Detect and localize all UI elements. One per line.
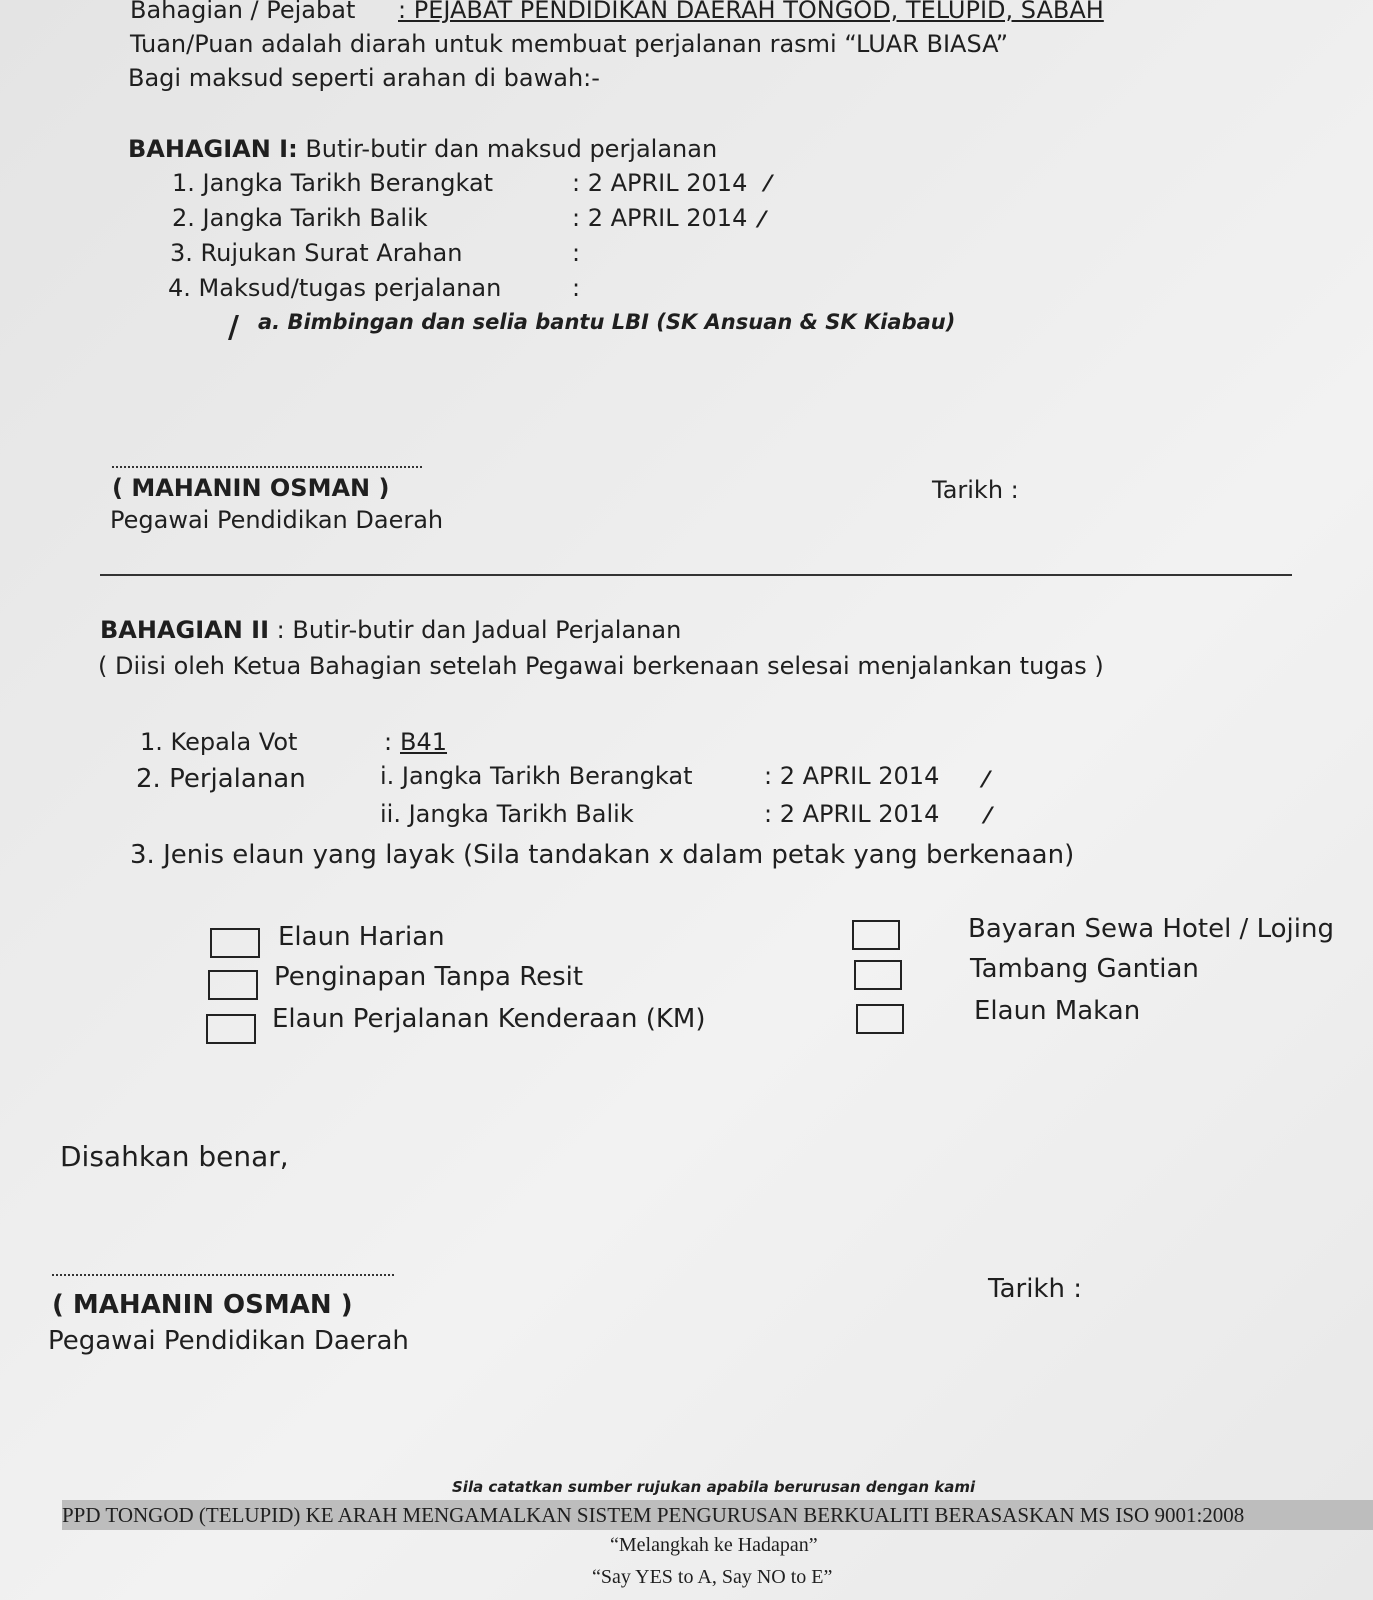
part1-item-3-label: 3. Rujukan Surat Arahan [170, 239, 463, 267]
part2-note: ( Diisi oleh Ketua Bahagian setelah Pegawai berkenaan selesai menjalankan tugas ) [98, 652, 1104, 680]
signature-line [112, 466, 422, 468]
section-divider [100, 574, 1292, 576]
slogan-1: “Melangkah ke Hadapan” [610, 1534, 818, 1556]
purpose-text: a. Bimbingan dan selia bantu LBI (SK Ansuan & SK Kiabau) [258, 310, 956, 334]
check-mark-icon: ⁄ [760, 208, 764, 233]
check-mark-icon: ⁄ [766, 172, 770, 197]
check-mark-icon: / [228, 310, 239, 345]
part1-date-label: Tarikh : [932, 476, 1019, 504]
part1-signer-title: Pegawai Pendidikan Daerah [110, 506, 444, 534]
slogan-2: “Say YES to A, Say NO to E” [592, 1566, 833, 1588]
motto-bar: PPD TONGOD (TELUPID) KE ARAH MENGAMALKAN SISTEM PENGURUSAN BERKUALITI BERASASKAN MS ISO 9001:2008 [62, 1500, 1373, 1530]
intro-line-2: Bagi maksud seperti arahan di bawah:- [128, 64, 600, 92]
travel-label: 2. Perjalanan [136, 764, 306, 794]
part2-heading-bold: BAHAGIAN II [100, 616, 270, 644]
return-value: : 2 APRIL 2014 [764, 800, 940, 828]
allowance-left-1: Elaun Harian [278, 922, 445, 952]
allowance-left-3: Elaun Perjalanan Kenderaan (KM) [272, 1004, 706, 1034]
office-label: Bahagian / Pejabat [130, 0, 356, 24]
intro-line-1: Tuan/Puan adalah diarah untuk membuat perjalanan rasmi “LUAR BIASA” [130, 30, 1009, 58]
checkbox-elaun-makan[interactable] [856, 1004, 904, 1034]
vote-value: B41 [400, 728, 448, 756]
part2-heading [100, 616, 681, 644]
part2-heading-rest: : Butir-butir dan Jadual Perjalanan [269, 616, 682, 644]
vote-label: 1. Kepala Vot [140, 728, 298, 756]
vote-colon: : [384, 728, 393, 756]
part1-item-1-value: : 2 APRIL 2014 [572, 169, 748, 197]
part1-heading-rest: Butir-butir dan maksud perjalanan [297, 135, 718, 163]
certified-text: Disahkan benar, [60, 1140, 289, 1173]
part2-signer-name: ( MAHANIN OSMAN ) [52, 1290, 353, 1320]
part1-signer-name: ( MAHANIN OSMAN ) [112, 474, 390, 502]
part1-heading-bold: BAHAGIAN I: [128, 135, 298, 163]
return-label: ii. Jangka Tarikh Balik [380, 800, 634, 828]
allowance-left-2: Penginapan Tanpa Resit [274, 962, 584, 992]
checkbox-tambang-gantian[interactable] [854, 960, 902, 990]
office-value: : PEJABAT PENDIDIKAN DAERAH TONGOD, TELUPID, SABAH [398, 0, 1104, 24]
part1-item-1-label: 1. Jangka Tarikh Berangkat [172, 169, 494, 197]
part2-signer-title: Pegawai Pendidikan Daerah [48, 1326, 409, 1356]
part1-item-4-value: : [572, 274, 581, 302]
checkbox-elaun-kenderaan[interactable] [206, 1014, 256, 1044]
part1-heading [128, 135, 717, 163]
checkbox-elaun-harian[interactable] [210, 928, 260, 958]
checkbox-sewa-hotel[interactable] [852, 920, 900, 950]
part1-item-4-label: 4. Maksud/tugas perjalanan [168, 274, 502, 302]
depart-value: : 2 APRIL 2014 [764, 762, 940, 790]
allowance-right-2: Tambang Gantian [970, 954, 1199, 984]
depart-label: i. Jangka Tarikh Berangkat [380, 762, 693, 790]
check-mark-icon: ⁄ [986, 804, 990, 829]
allowance-right-1: Bayaran Sewa Hotel / Lojing [968, 914, 1334, 944]
part2-date-label: Tarikh : [988, 1274, 1082, 1304]
part1-item-2-value: : 2 APRIL 2014 [572, 204, 748, 232]
signature-line [52, 1274, 394, 1276]
part1-item-3-value: : [572, 239, 581, 267]
checkbox-penginapan[interactable] [208, 970, 258, 1000]
check-mark-icon: ⁄ [984, 768, 988, 793]
part1-item-2-label: 2. Jangka Tarikh Balik [172, 204, 428, 232]
allowance-heading: 3. Jenis elaun yang layak (Sila tandakan x dalam petak yang berkenaan) [130, 840, 1075, 870]
footer-note: Sila catatkan sumber rujukan apabila berurusan dengan kami [452, 1478, 976, 1496]
allowance-right-3: Elaun Makan [974, 996, 1141, 1026]
